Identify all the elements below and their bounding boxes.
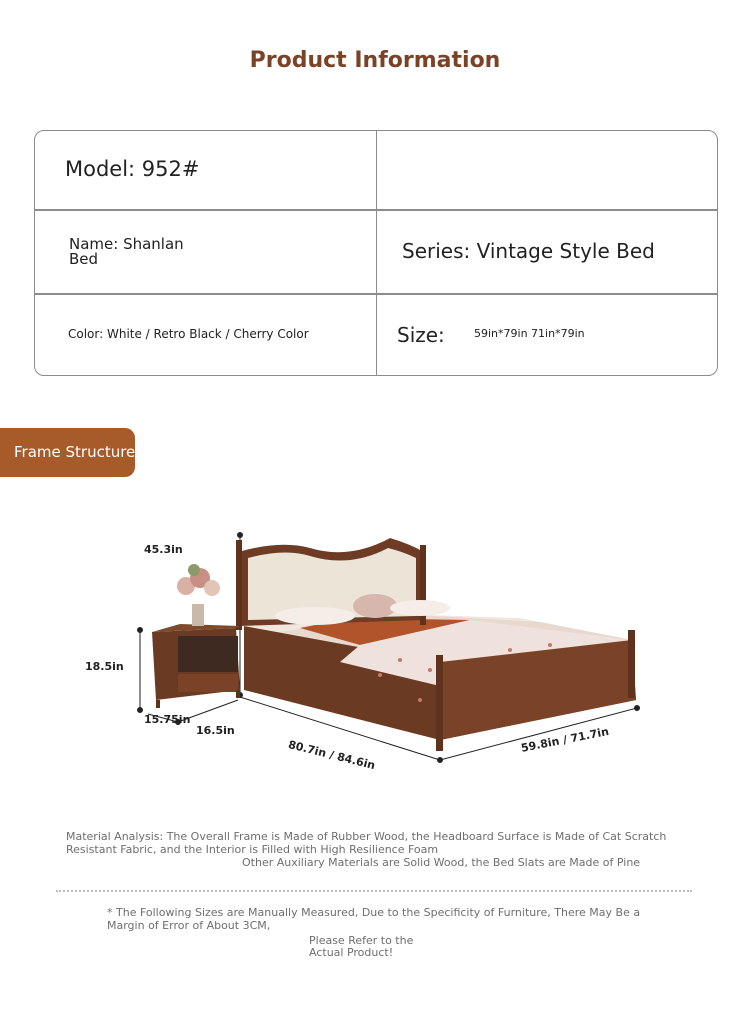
series-text: Series: Vintage Style Bed [402, 239, 655, 263]
nightstand-depth-label: 15.75in [144, 713, 191, 726]
bed-width-label: 59.8in / 71.7in [520, 724, 611, 755]
table-divider [35, 293, 717, 295]
size-value: 59in*79in 71in*79in [474, 327, 585, 340]
measurement-note: * The Following Sizes are Manually Measured, Due to the Specificity of Furniture, There May Be a Margin of Error of About 3CM, [107, 906, 641, 932]
size-label: Size: [397, 323, 445, 347]
measurement-note-2: Please Refer to the Actual Product! [309, 934, 414, 959]
frame-structure-tab: Frame Structure [0, 428, 135, 477]
material-line-1: Material Analysis: The Overall Frame is Made of Rubber Wood, the Headboard Surface is Made of Cat Scratch Resistant Fabric, and the Interior is Filled with High Resilience Foam [66, 830, 667, 856]
page-title: Product Information [249, 48, 501, 73]
nightstand-width-label: 16.5in [196, 724, 235, 737]
table-divider [35, 209, 717, 211]
material-line-2: Other Auxiliary Materials are Solid Wood, the Bed Slats are Made of Pine [242, 856, 641, 869]
bed-illustration [0, 500, 750, 800]
bed-drawing [0, 500, 750, 800]
model-text: Model: 952# [65, 157, 200, 181]
name-text: Name: Shanlan Bed [69, 235, 184, 268]
table-divider-vertical [376, 131, 377, 375]
nightstand-height-label: 45.3in [144, 543, 183, 556]
spec-table [34, 130, 718, 376]
bed-height-label: 18.5in [85, 660, 124, 673]
dotted-divider [56, 890, 692, 892]
bed-length-label: 80.7in / 84.6in [286, 738, 377, 773]
material-analysis [66, 830, 686, 869]
color-text: Color: White / Retro Black / Cherry Color [68, 327, 309, 341]
